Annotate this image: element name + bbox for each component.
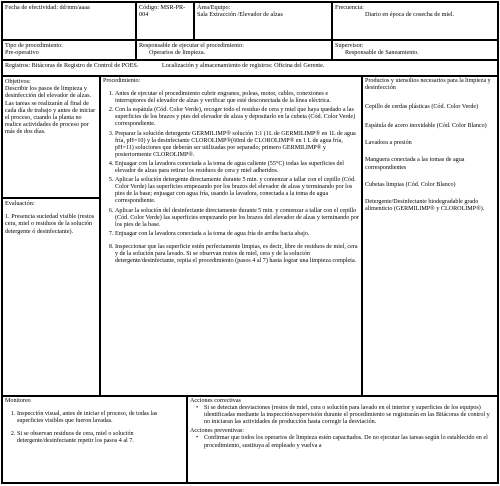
step-8: 8. Inspeccionar que las superficie estén perfectamente limpias, es decir, libre de residuos de miel, cera y de la solución para lavado. Si se observan restos de miel, cera y de la solución detergente/desinfectante, repita el procedimiento (pasos 4 al 7) hasta lograr una limpieza completa.: [115, 244, 359, 265]
correctivas-text: • Si se detectan desviaciones (restos de miel, cera o solución para lavado en el interior y superficies de los equipos) identificadas mediante la inspección/supervisión durante el procedimiento se registrarán en las Bitácoras de control y no iniciaran las actividades de producción hasta corregir la desviación.: [196, 405, 495, 426]
producto-item: Cepillo de cerdas plásticas (Cód. Color Verde): [365, 104, 479, 111]
procedimiento-steps: [103, 91, 359, 265]
tipo-label: Tipo de procedimiento:: [5, 42, 63, 49]
step-7: 7. Enjuagar con la lavadora conectada a la toma de agua fría de arriba hacia abajo.: [115, 231, 359, 238]
supervisor-value: Responsable de Saneamiento.: [345, 49, 419, 57]
producto-item: Cubetas limpias (Cód. Color Blanco): [365, 181, 456, 188]
objetivos-title: Objetivos:: [5, 78, 31, 85]
monitoreo-item-1: 1. Inspección visual, antes de iniciar el proceso, de todas las superficies visibles que fueron lavadas.: [17, 411, 184, 425]
productos-title: Productos y utensilios necesarios para la limpieza y desinfección: [365, 78, 491, 92]
evaluacion-cell: [2, 198, 100, 396]
preventivas-text: • Confirmar que todos los operarios de limpieza estén capacitados. De no ejecutar las tareas según lo establecido en el procedimiento, sustituya al empleado y vuelva a: [196, 435, 495, 449]
evaluacion-title: Evaluación:: [5, 200, 35, 207]
producto-item: Espátula de acero inoxidable (Cód. Color Blanco): [365, 123, 487, 130]
frecuencia-cell: [332, 2, 498, 40]
producto-item: Detergente/Desinfectante biodegradable grado alimenticio (GERMILIMP® y CLOROLIMP®).: [365, 198, 485, 212]
codigo-cell: [136, 2, 194, 40]
area-label: Área/Equipo:: [197, 4, 231, 11]
step-5: 5. Aplicar la solución detergente directamente durante 5 min. y comenzar a tallar con el cepillo (Cód. Color Verde) las superficies empezando por los brazos del elevador de alzas y terminando por los pies de la base; enjuagar con agua fría, usando la lavadora, conectada a la toma de agua correspondiente.: [115, 177, 359, 205]
evaluacion-item: 1. Presencia suciedad visible (restos cera, miel o residuos de la solución detergente ó desinfectante).: [5, 213, 95, 235]
step-3: 3. Preparar la solución detergente GERMILIMP® solución 1:1 (1L de GERMILIMP® en 1L de agua fría, pH=10) y la desinfectante CLOROLIMP®(60ml de CLOROLIMP® en 1 L de agua fría, pH=11) soluciones que deberán ser utilizadas por separado; primero GERMILIMP® y posteriormente CLOROLIMP®.: [115, 131, 359, 159]
producto-item: Manguera conectada a las tomas de agua correspondientes: [365, 157, 465, 171]
tipo-value: Pre-operativo: [5, 49, 39, 57]
localizacion-text: Localización y almacenamiento de registros: Oficina del Gerente.: [161, 62, 325, 69]
monitoreo-list: [5, 411, 184, 445]
registros-cell: [2, 60, 498, 76]
step-1: 1. Antes de ejecutar el procedimiento cubrir engranes, poleas, motor, cables, conexiones e interruptores del elevador de alzas y verificar que esté desconectada de la línea eléctrica.: [115, 91, 359, 105]
responsable-value: Operarios de limpieza.: [149, 49, 206, 57]
supervisor-label: Supervisor:: [335, 42, 364, 49]
fecha-cell: [2, 2, 136, 40]
acciones-cell: [187, 396, 498, 483]
preventivas-title: Acciones preventivas:: [190, 428, 244, 435]
step-6: 6. Aplicar la solución del desinfectante directamente durante 5 min. y comenzar a tallar con el cepillo (Cód. Color Verde) las superficies empezando por los brazos del elevador de alzas y terminando por los pies de la base.: [115, 208, 359, 229]
step-4: 4. Enjuagar con la lavadora conectada a la toma de agua caliente (55°C) todas las superficies del elevador de alzas para retirar los residuos de cera y miel adheridos.: [115, 161, 359, 175]
procedimiento-cell: [100, 76, 362, 396]
frecuencia-label: Frecuencia:: [335, 4, 364, 11]
tipo-cell: [2, 40, 136, 60]
area-value: Sala Extracción /Elevador de alzas: [197, 11, 283, 19]
fecha-text: Fecha de efectividad: dd/mm/aaaa: [5, 4, 90, 11]
step-2: 2. Con la espátula (Cód. Color Verde), recoger todo el residuo de cera y miel que haya quedado a las superficies de los brazos y pies del elevador de alzas y depositarlo en la cubeta (Cód. Color Verde) correspondiente.: [115, 107, 359, 128]
area-cell: [194, 2, 332, 40]
producto-item: Lavadora a presión: [365, 140, 412, 147]
registros-text: Registros: Bitácoras de Registro de Control de POES.: [5, 62, 139, 69]
supervisor-cell: [332, 40, 498, 60]
correctivas-title: Acciones correctivas: [190, 398, 241, 404]
frecuencia-value: Diario en época de cosecha de miel.: [365, 11, 455, 19]
codigo-text: Código: MSR-PR-004: [139, 4, 186, 19]
monitoreo-item-2: 2. Si se observan residuos de cera, miel o solución detergente/desinfectante repetir los pasos 4 al 7.: [17, 431, 184, 445]
procedure-document: [1, 1, 499, 484]
objetivos-cell: [2, 76, 100, 198]
monitoreo-cell: [2, 396, 187, 483]
monitoreo-title: Monitoreo: [5, 398, 31, 404]
responsable-cell: [136, 40, 332, 60]
objetivos-text: Describir los pasos de limpieza y desinfección del elevador de alzas. Las tareas se realizarán al final de cada día de trabajo y antes de iniciar el proceso, cuando la planta no realice actividades de proceso por más de dos días.: [5, 85, 96, 136]
productos-cell: [362, 76, 498, 396]
procedimiento-title: Procedimiento:: [103, 78, 141, 84]
responsable-label: Responsable de ejecutar el procedimiento:: [139, 42, 244, 49]
